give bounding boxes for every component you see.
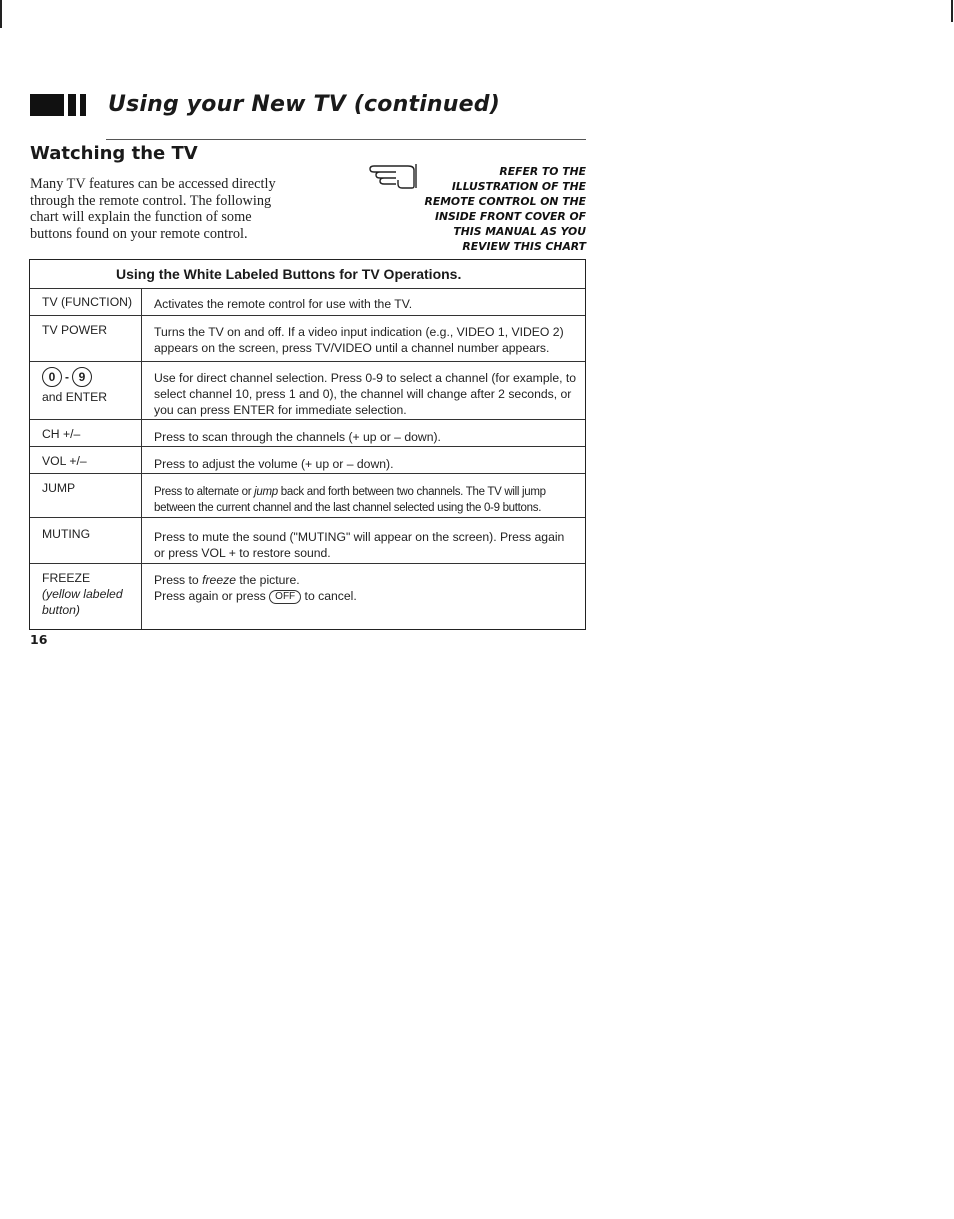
header-rule — [106, 139, 586, 140]
table-row — [30, 420, 585, 447]
page-edge-mark — [0, 0, 2, 28]
page-edge-mark — [951, 0, 953, 22]
button-name: TV (FUNCTION) — [42, 295, 133, 309]
button-name: JUMP — [42, 481, 76, 495]
chart-title-text: Using the White Labeled Buttons for TV Operations. — [116, 266, 462, 282]
page-number: 16 — [30, 632, 48, 647]
button-name: CH +/– — [42, 427, 81, 441]
button-description: Press to scan through the channels (+ up or – down). — [154, 430, 441, 444]
button-name: TV POWER — [42, 323, 108, 337]
chart-title — [30, 260, 585, 289]
button-name — [42, 570, 138, 618]
description-line: Press to freeze the picture. — [154, 573, 300, 587]
button-name: MUTING — [42, 527, 91, 541]
button-note: (yellow labeled button) — [42, 587, 123, 617]
header-bars-icon — [30, 94, 86, 116]
range-dash: - — [65, 370, 69, 384]
table-row — [30, 362, 585, 420]
table-row — [30, 316, 585, 362]
button-name-text: and ENTER — [42, 390, 108, 404]
button-description: Press to mute the sound ("MUTING" will appear on the screen). Press again or press VOL + to restore sound. — [154, 530, 565, 560]
table-row — [30, 289, 585, 316]
digit-9-icon: 9 — [72, 367, 92, 387]
button-description: Use for direct channel selection. Press 0-9 to select a channel (for example, to select channel 10, press 1 and 0), the channel will change after 2 seconds, or you can press ENTER for immediate selection. — [154, 371, 577, 417]
button-name-text: FREEZE — [42, 571, 91, 585]
off-key-icon: OFF — [269, 590, 301, 604]
table-row — [30, 447, 585, 474]
chapter-title: Using your New TV (continued) — [108, 92, 500, 117]
digit-0-icon: 0 — [42, 367, 62, 387]
description-line: Press again or press OFF to cancel. — [154, 589, 357, 603]
button-description: Turns the TV on and off. If a video input indication (e.g., VIDEO 1, VIDEO 2) appears on the screen, press TV/VIDEO until a channel number appears. — [154, 325, 564, 355]
intro-paragraph — [30, 176, 320, 242]
button-description: Press to alternate or jump back and forth between two channels. The TV will jump between the current channel and the last channel selected using the 0-9 buttons. — [154, 486, 546, 514]
button-description: Activates the remote control for use with the TV. — [154, 297, 413, 311]
button-description — [154, 572, 578, 604]
button-description: Press to adjust the volume (+ up or – down). — [154, 457, 394, 471]
button-function-chart — [29, 259, 586, 630]
section-title: Watching the TV — [30, 143, 198, 164]
intro-line: through the remote control. The following — [30, 192, 272, 209]
intro-line: Many TV features can be accessed directly — [30, 176, 276, 192]
table-row — [30, 564, 585, 629]
intro-line: buttons found on your remote control. — [30, 225, 248, 242]
table-row — [30, 518, 585, 564]
button-name: VOL +/– — [42, 454, 87, 468]
table-row — [30, 474, 585, 518]
intro-line: chart will explain the function of some — [30, 209, 252, 225]
digit-buttons-icon — [42, 367, 138, 387]
button-name — [42, 367, 138, 405]
refer-note: REFER TO THE ILLUSTRATION OF THE REMOTE CONTROL ON THE INSIDE FRONT COVER OF THIS MANUAL AS YOU REVIEW THIS CHART — [424, 165, 586, 253]
